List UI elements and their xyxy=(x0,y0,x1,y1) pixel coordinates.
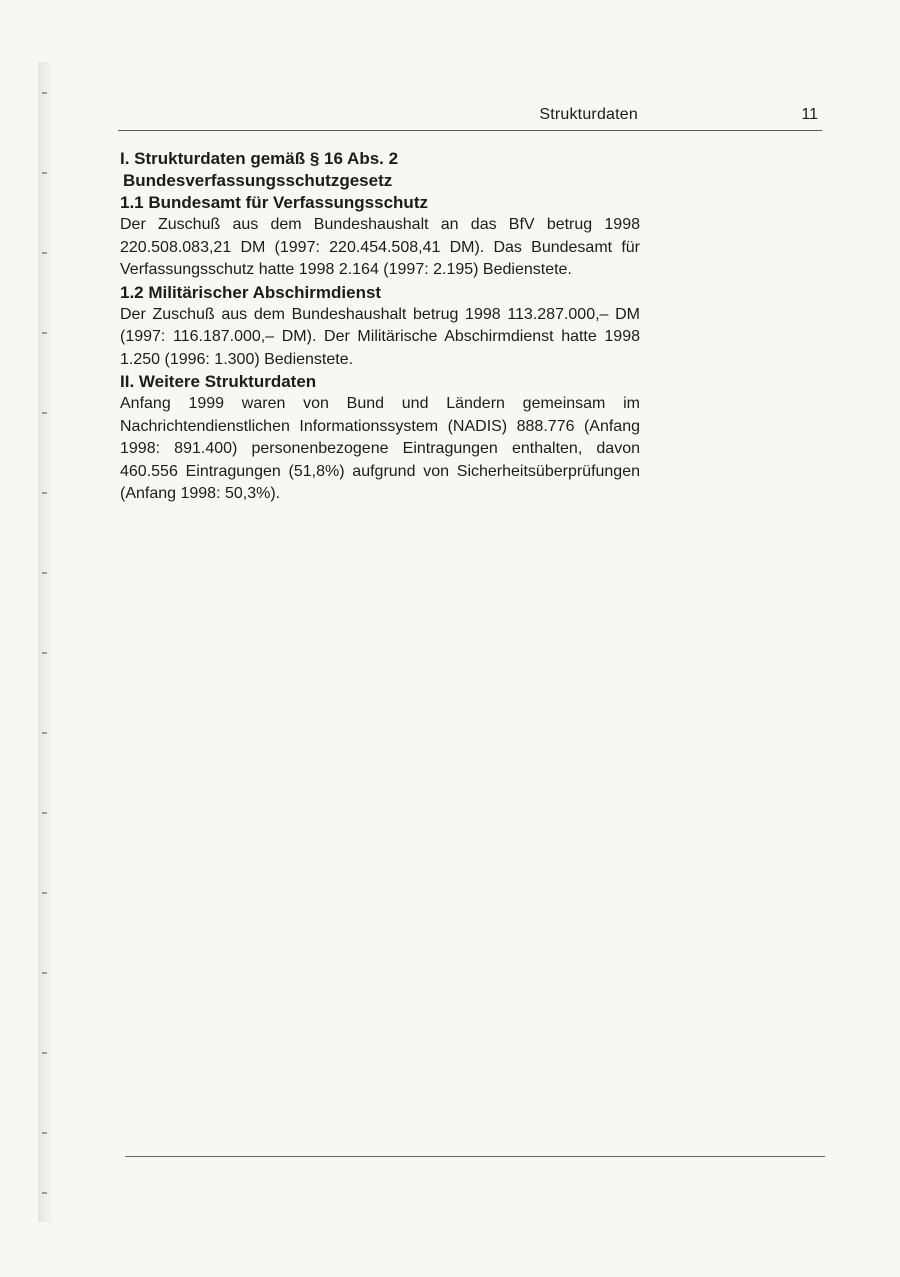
section-heading-bfv: 1.1 Bundesamt für Verfassungsschutz xyxy=(120,193,428,212)
main-content xyxy=(120,148,640,506)
page-number: 11 xyxy=(801,106,818,123)
chapter-title-line2: Bundesverfassungsschutzgesetz xyxy=(123,171,393,190)
section-heading-mad: 1.2 Militärischer Abschirmdienst xyxy=(120,282,382,302)
section-text-further: Anfang 1999 waren von Bund und Ländern gemeinsam im Nachrichtendienstlichen Informationssystem (NADIS) 888.776 (Anfang 1998: 891.400) personenbezogene Eintragungen enthalten, davon 460.556 Eintragungen (51,8%) aufgrund von Sicherheitsüberprüfungen (Anfang 1998: 50,3%). xyxy=(120,395,640,502)
running-header xyxy=(118,104,822,131)
section-text-mad: Der Zuschuß aus dem Bundeshaushalt betrug 1998 113.287.000,– DM (1997: 116.187.000,– DM). Der Militärische Abschirmdienst hatte 1998 1.250 (1996: 1.300) Bedienstete. xyxy=(120,305,640,368)
chapter-title-line1: I. Strukturdaten gemäß § 16 Abs. 2 xyxy=(120,149,399,168)
footer-rule xyxy=(125,1156,825,1157)
section-text-bfv: Der Zuschuß aus dem Bundeshaushalt an das BfV betrug 1998 220.508.083,21 DM (1997: 220.454.508,41 DM). Das Bundesamt für Verfassungsschutz hatte 1998 2.164 (1997: 2.195) Bedienstete. xyxy=(120,216,640,278)
section-heading-further: II. Weitere Strukturdaten xyxy=(120,372,317,391)
running-title: Strukturdaten xyxy=(539,106,638,123)
binding-edge xyxy=(38,62,52,1222)
chapter-title xyxy=(120,148,640,192)
